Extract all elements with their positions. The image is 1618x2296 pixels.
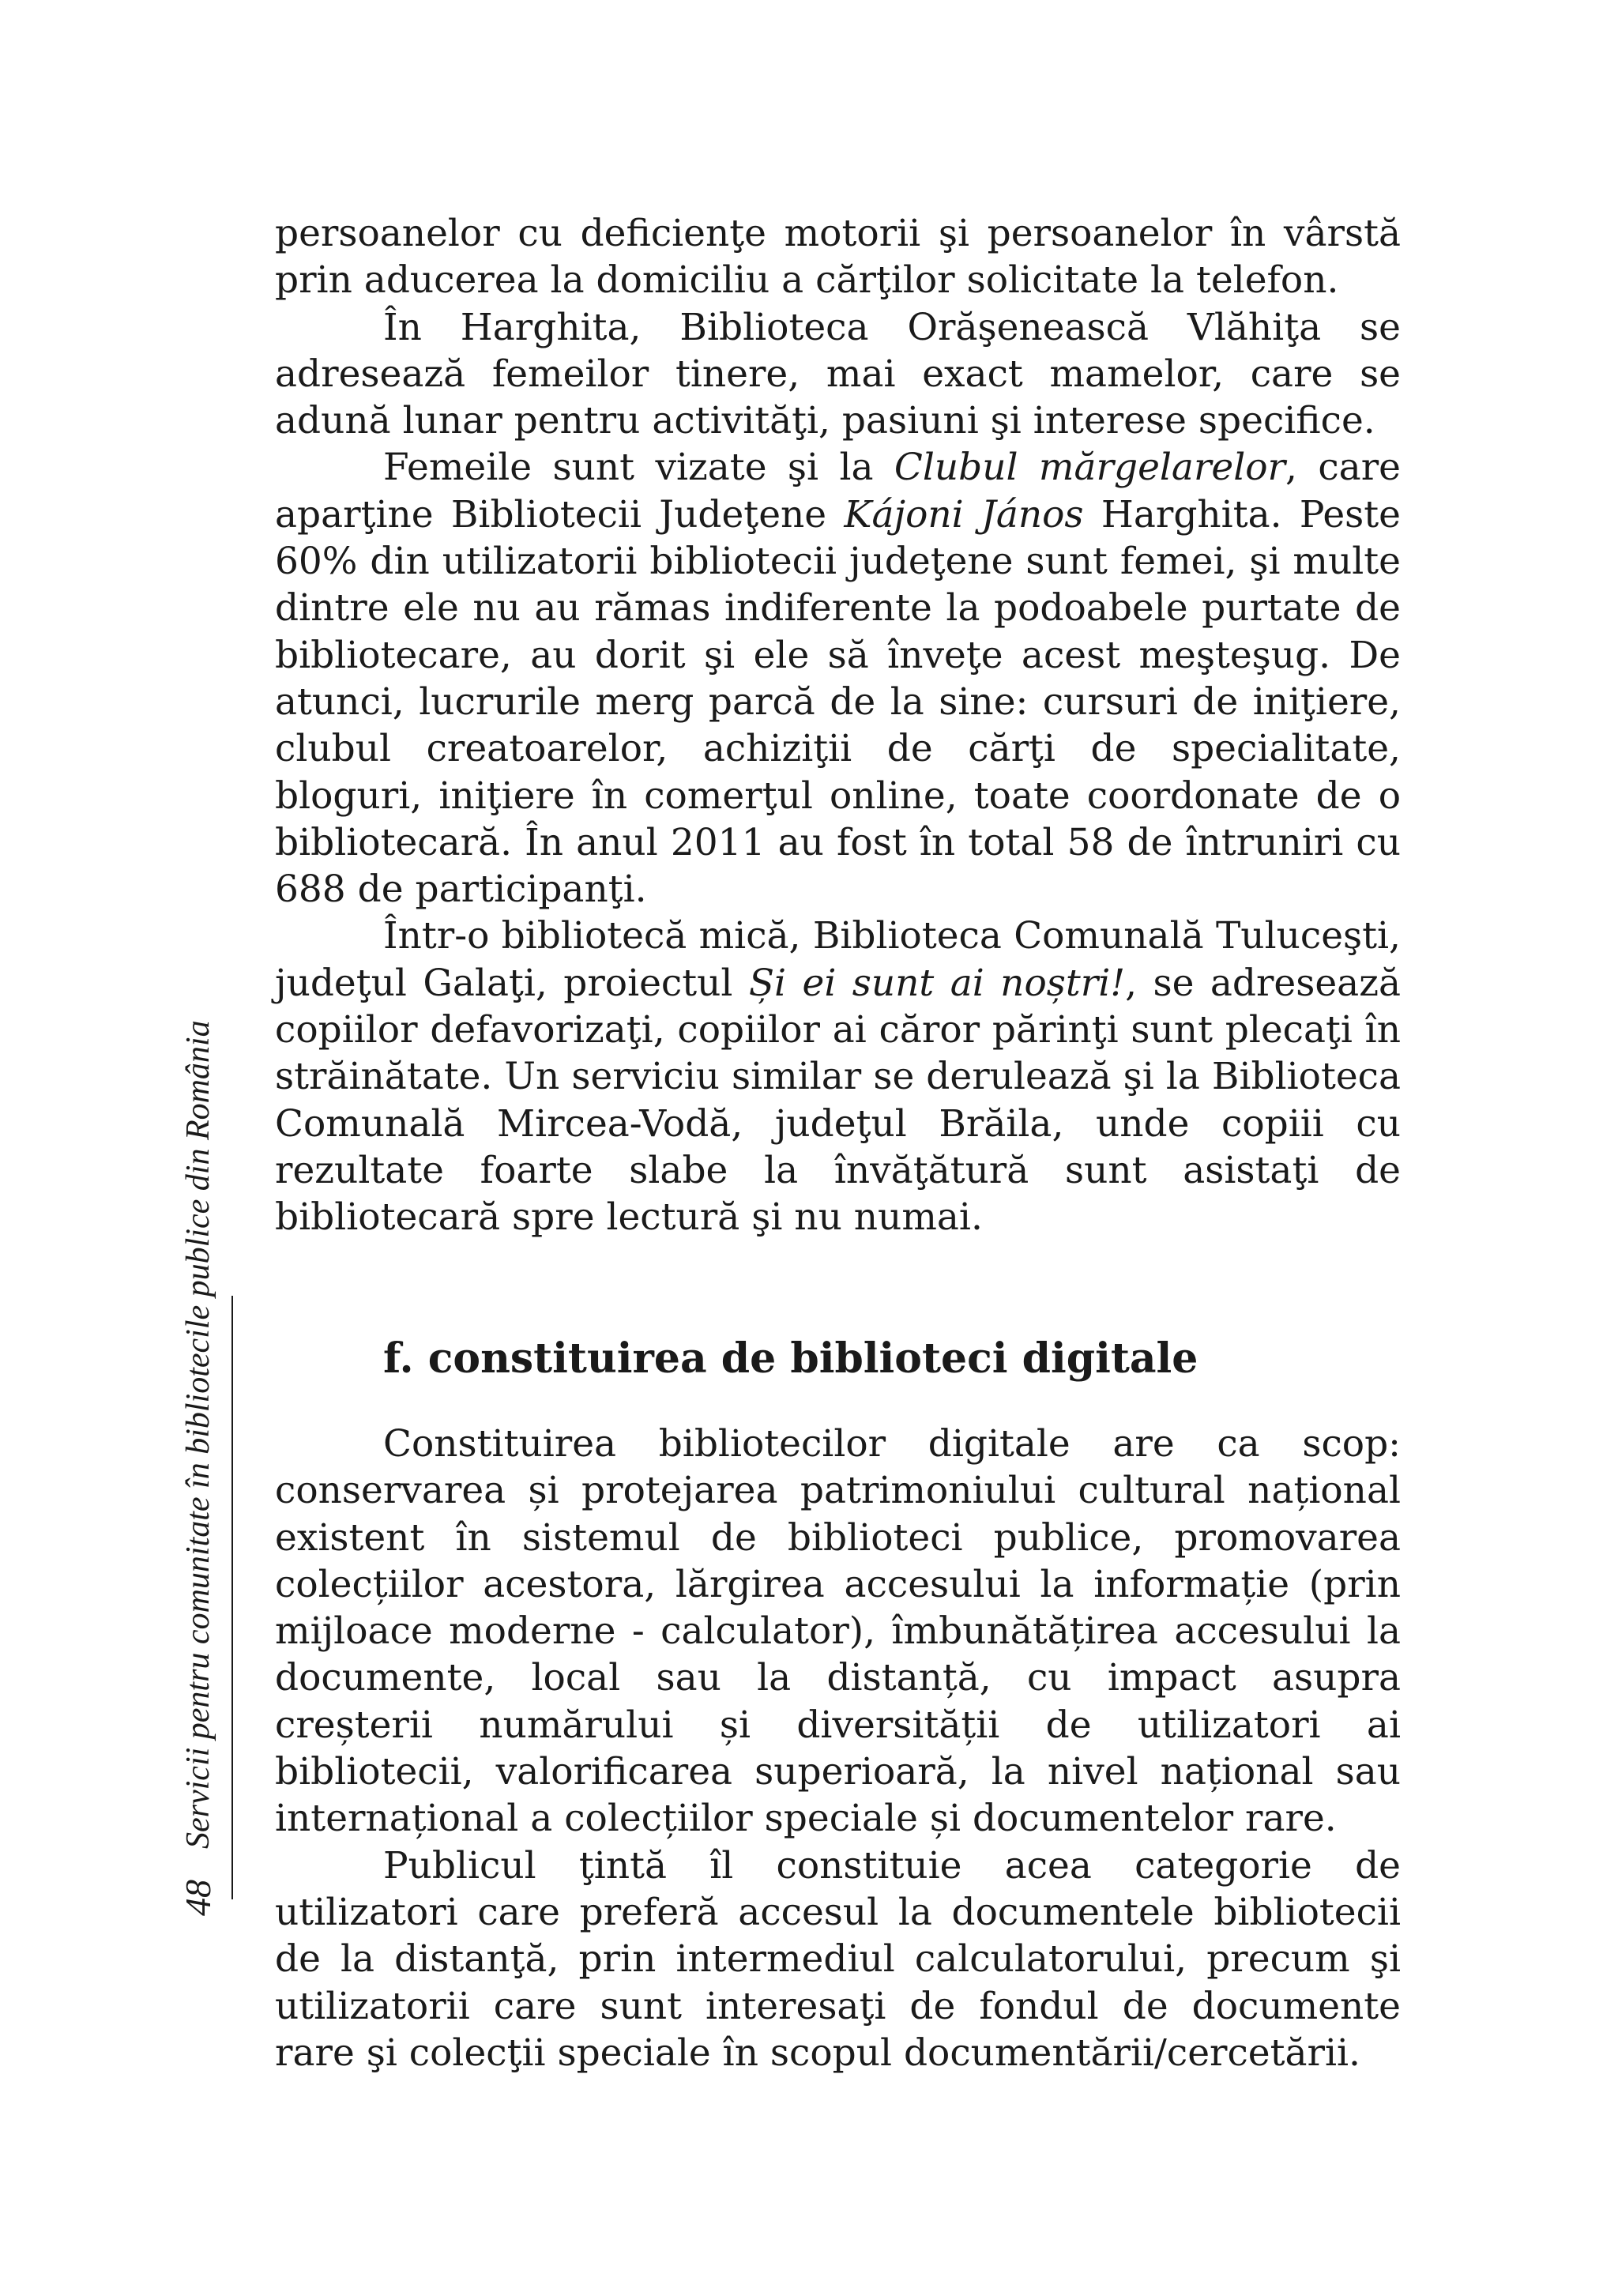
running-header-rule <box>231 1296 233 1899</box>
paragraph-text: Publicul ţintă îl constituie acea categorie de utilizatori care preferă accesul la documentele bibliotecii de la distanţă, prin intermediul calculatorului, precum şi utilizatorii care sunt interesaţi de fondul de documente rare şi colecţii speciale în scopul documentării/cercetării. <box>275 1843 1401 2075</box>
club-name: Clubul mărgelarelor <box>894 446 1286 490</box>
paragraph-harghita-vlahita <box>275 304 1401 445</box>
paragraph-tulucesti <box>275 913 1401 1240</box>
library-name: Kájoni János <box>844 492 1084 536</box>
paragraph-text: Harghita. Peste 60% din utilizatorii bibliotecii judeţene sunt femei, şi multe dintre ele nu au rămas indiferente la podoabele purtate de bibliotecare, au dorit şi ele să înveţe acest meşteşug. De atunci, lucrurile merg parcă de la sine: cursuri de iniţiere, clubul creatoarelor, achiziţii de cărţi de specialitate, bloguri, iniţiere în comerţul online, toate coordonate de o bibliotecară. În anul 2011 au fost în total 58 de întruniri cu 688 de participanţi. <box>275 492 1401 912</box>
paragraph-text: , se adresează copiilor defavorizaţi, copiilor ai căror părinţi sunt plecaţi în străinătate. Un serviciu similar se derulează şi la Biblioteca Comunală Mircea-Vodă, judeţul Brăila, unde copiii cu rezultate foarte slabe la învăţătură sunt asistaţi de bibliotecară spre lectură şi nu numai. <box>275 961 1401 1240</box>
paragraph-digital-libraries-purpose <box>275 1421 1401 1842</box>
project-name: Și ei sunt ai noștri! <box>748 961 1126 1005</box>
paragraph-text: Într-o bibliotecă mică, Biblioteca Comunală Tuluceşti, judeţul Galaţi, proiectul <box>275 914 1401 1005</box>
body-text-bottom <box>275 1421 1401 2076</box>
paragraph-target-audience <box>275 1842 1401 2076</box>
paragraph-text: Constituirea bibliotecilor digitale are ca scop: conservarea și protejarea patrimoniului cultural național existent în sistemul de biblioteci publice, promovarea colecțiilor acestora, lărgirea accesului la informație (prin mijloace moderne - calculator), îmbunătățirea accesului la documente, local sau la distanță, cu impact asupra creșterii numărului și diversității de utilizatori ai bibliotecii, valorificarea superioară, la nivel național sau internațional a colecțiilor speciale și documentelor rare. <box>275 1422 1401 1841</box>
paragraph-text: , care aparţine Bibliotecii Judeţene <box>275 446 1401 536</box>
paragraph-clubul-margelarelor <box>275 444 1401 913</box>
running-header-title: Servicii pentru comunitate în bibliotecile publice din România <box>180 1020 216 1849</box>
paragraph-continuation <box>275 210 1401 304</box>
page-number: 48 <box>178 1880 218 1916</box>
paragraph-text: Femeile sunt vizate şi la <box>383 446 894 490</box>
paragraph-text: persoanelor cu deficienţe motorii şi persoanelor în vârstă prin aducerea la domiciliu a cărţilor solicitate la telefon. <box>275 212 1401 303</box>
paragraph-text: În Harghita, Biblioteca Orăşenească Vlăhiţa se adresează femeilor tinere, mai exact mamelor, care se adună lunar pentru activităţi, pasiuni şi interese specifice. <box>275 305 1401 443</box>
body-text-top <box>275 210 1401 1241</box>
section-heading: f. constituirea de biblioteci digitale <box>383 1334 1198 1383</box>
